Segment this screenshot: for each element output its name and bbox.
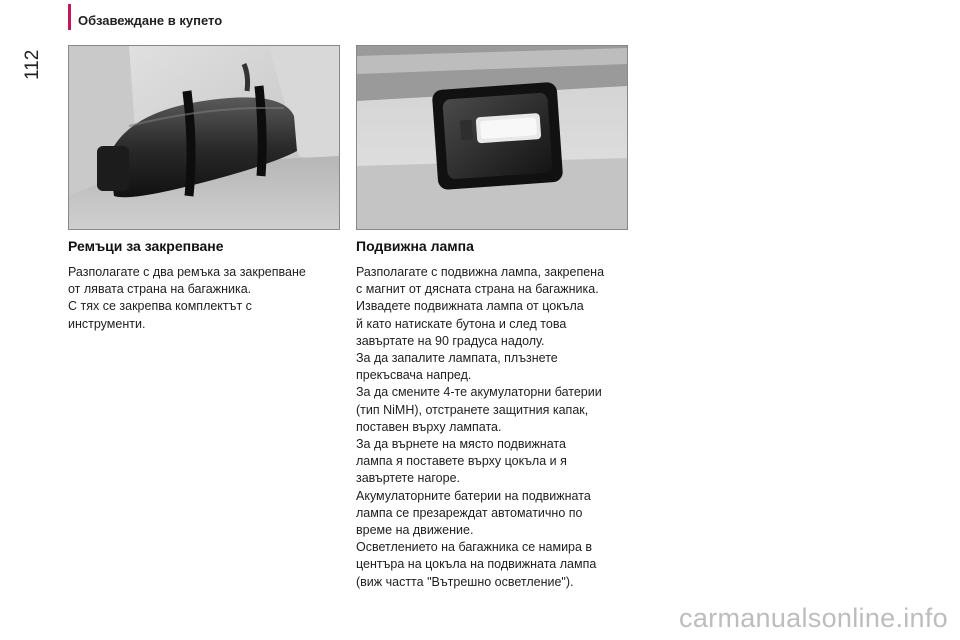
- text-line: от лявата страна на багажника.: [68, 282, 252, 297]
- text-line: Осветлението на багажника се намира в: [356, 540, 593, 555]
- text-line: Извадете подвижната лампа от цокъла: [356, 299, 584, 314]
- text-line: С тях се закрепва комплектът с: [68, 299, 252, 314]
- text-line: с магнит от дясната страна на багажника.: [356, 282, 599, 297]
- text-line: (тип NiMH), отстранете защитния капак,: [356, 402, 589, 417]
- straps-section-title: Ремъци за закрепване: [68, 238, 224, 254]
- text-line: Разполагате с подвижна лампа, закрепена: [356, 265, 605, 279]
- text-line: лампа я поставете върху цокъла и я: [356, 454, 567, 469]
- text-line: завъртате на 90 градуса надолу.: [356, 333, 545, 348]
- header-accent-bar: [68, 4, 71, 30]
- text-line: завъртете нагоре.: [356, 471, 460, 486]
- text-line: лампа се презареждат автоматично по: [356, 505, 583, 520]
- lamp-section: [356, 238, 631, 591]
- text-line: центъра на цокъла на подвижната лампа: [356, 557, 597, 572]
- header-title: Обзавеждане в купето: [78, 13, 223, 28]
- watermark: carmanualsonline.info: [679, 603, 948, 633]
- removable-lamp-photo: [356, 45, 628, 230]
- page-number: 112: [22, 49, 43, 81]
- toolkit-straps-photo: [68, 45, 340, 230]
- straps-section-text: [68, 264, 343, 333]
- text-line: прекъсвача напред.: [356, 368, 472, 383]
- text-line: инструменти.: [68, 316, 146, 331]
- text-line: За да смените 4-те акумулаторни батерии: [356, 385, 602, 400]
- text-line: време на движение.: [356, 523, 474, 538]
- text-line: За да върнете на място подвижната: [356, 437, 566, 452]
- text-line: Разполагате с два ремъка за закрепване: [68, 265, 306, 279]
- text-line: поставен върху лампата.: [356, 419, 502, 434]
- text-line: За да запалите лампата, плъзнете: [356, 351, 558, 366]
- text-line: Акумулаторните батерии на подвижната: [356, 488, 591, 503]
- text-line: й като натискате бутона и след това: [356, 316, 567, 331]
- text-line: (виж частта "Вътрешно осветление").: [356, 574, 574, 589]
- lamp-section-text: [356, 264, 631, 591]
- lamp-section-title: Подвижна лампа: [356, 238, 474, 254]
- straps-section: [68, 238, 343, 333]
